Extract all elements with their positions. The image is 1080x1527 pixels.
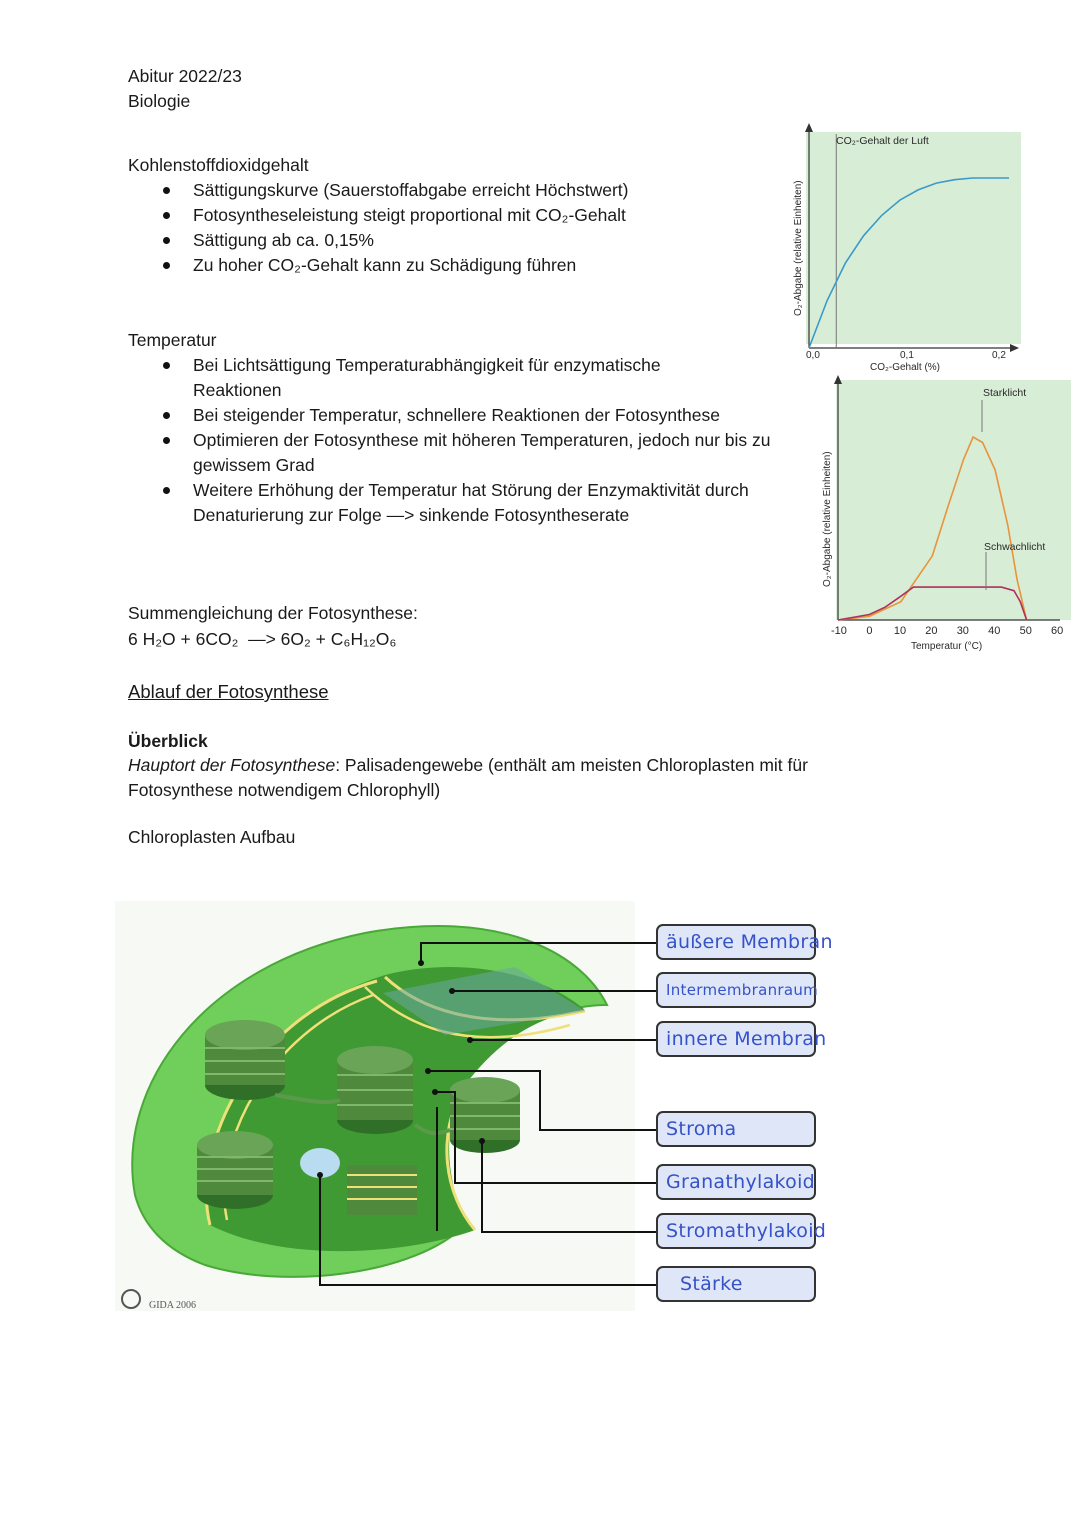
co2-chart-title: CO₂-Gehalt der Luft	[836, 135, 929, 147]
co2-bullet-list	[128, 178, 768, 278]
list-item: Fotosyntheseleistung steigt proportional mit CO₂-Gehalt	[128, 203, 768, 228]
co2-chart	[784, 120, 1034, 380]
temperature-x-tick: 60	[1051, 625, 1064, 637]
list-item: Optimieren der Fotosynthese mit höheren Temperaturen, jedoch nur bis zu gewissem Grad	[128, 428, 793, 478]
label-starch: Stärke	[656, 1266, 816, 1302]
temperature-x-label: Temperatur (°C)	[911, 641, 983, 652]
grana-stack	[197, 1131, 273, 1209]
header-line-2: Biologie	[128, 91, 191, 111]
temperature-x-tick: 30	[956, 625, 969, 637]
temperature-x-tick: 50	[1019, 625, 1032, 637]
temperature-bullet-list	[128, 353, 793, 528]
ueberblick-heading: Überblick	[128, 731, 208, 751]
temperature-y-axis-arrow	[834, 375, 842, 384]
label-stroma: Stroma	[656, 1111, 816, 1147]
temperature-chart-background	[836, 380, 1071, 620]
temperature-heading: Temperatur	[128, 330, 217, 350]
equation-label: Summengleichung der Fotosynthese:	[128, 603, 418, 623]
co2-x-tick-0: 0,0	[806, 350, 820, 361]
list-item: Sättigungskurve (Sauerstoffabgabe erreicht Höchstwert)	[128, 178, 768, 203]
ueberblick-lead: Hauptort der Fotosynthese	[128, 755, 336, 775]
temperature-chart	[810, 372, 1075, 662]
list-item: Weitere Erhöhung der Temperatur hat Störung der Enzymaktivität durch Denaturierung zur Folge —> sinkende Fotosyntheserate	[128, 478, 793, 528]
co2-chart-background	[806, 132, 1021, 344]
co2-x-label: CO₂-Gehalt (%)	[870, 362, 941, 373]
label-outer-membrane: äußere Membran	[656, 924, 816, 960]
list-item: Bei steigender Temperatur, schnellere Reaktionen der Fotosynthese	[128, 403, 793, 428]
ueberblick-body: : Palisadengewebe (enthält am meisten Chloroplasten mit für Fotosynthese notwendigem Chlorophyll)	[128, 755, 808, 800]
co2-heading: Kohlenstoffdioxidgehalt	[128, 155, 309, 175]
legend-schwachlicht: Schwachlicht	[984, 541, 1046, 553]
grana-stack-cut	[347, 1165, 417, 1215]
ablauf-heading: Ablauf der Fotosynthese	[128, 681, 329, 702]
ueberblick-text	[128, 753, 858, 803]
label-stromathylakoid: Stromathylakoid	[656, 1213, 816, 1249]
image-credit: GIDA 2006	[149, 1300, 196, 1311]
list-item: Zu hoher CO₂-Gehalt kann zu Schädigung führen	[128, 253, 768, 278]
header-line-1: Abitur 2022/23	[128, 66, 242, 86]
co2-x-axis-arrow	[1010, 344, 1019, 352]
co2-y-label: O₂-Abgabe (relative Einheiten)	[793, 180, 804, 316]
equation-formula: 6 H₂O + 6CO₂ —> 6O₂ + C₆H₁₂O₆	[128, 629, 397, 649]
label-intermembrane-space: Intermembranraum	[656, 972, 816, 1008]
co2-x-tick-1: 0,1	[900, 350, 914, 361]
temperature-x-tick: 0	[866, 625, 873, 637]
co2-y-axis-arrow	[805, 123, 813, 132]
list-item: Bei Lichtsättigung Temperaturabhängigkeit für enzymatische Reaktionen	[128, 353, 753, 403]
temperature-x-tick: 10	[893, 625, 907, 637]
label-granathylakoid: Granathylakoid	[656, 1164, 816, 1200]
chloroplast-heading: Chloroplasten Aufbau	[128, 827, 296, 847]
legend-starklicht: Starklicht	[983, 387, 1027, 399]
temperature-y-label: O₂-Abgabe (relative Einheiten)	[822, 451, 833, 587]
temperature-x-ticks	[831, 625, 1063, 637]
co2-x-tick-2: 0,2	[992, 350, 1006, 361]
temperature-x-tick: 40	[988, 625, 1001, 637]
temperature-x-tick: -10	[831, 625, 847, 637]
grana-stack	[205, 1020, 285, 1100]
grana-stack	[450, 1077, 520, 1153]
list-item: Sättigung ab ca. 0,15%	[128, 228, 768, 253]
temperature-x-tick: 20	[925, 625, 938, 637]
grana-stack	[337, 1046, 413, 1134]
label-inner-membrane: innere Membran	[656, 1021, 816, 1057]
